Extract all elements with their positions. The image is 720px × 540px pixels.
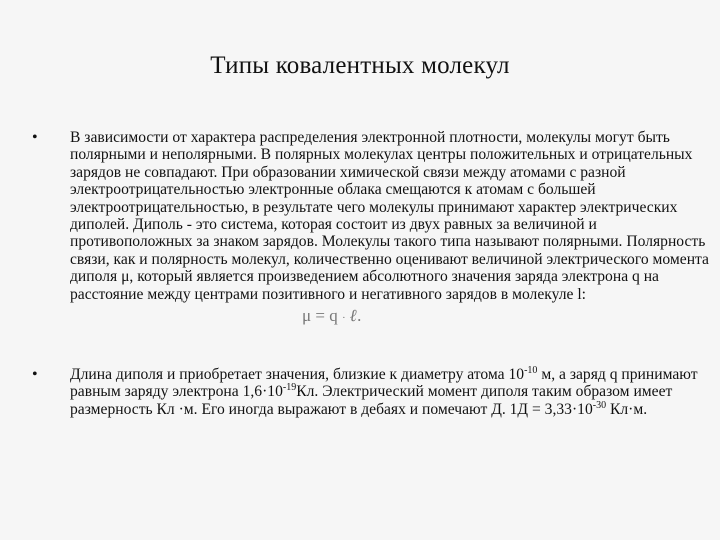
bullet-dot: •	[32, 129, 38, 146]
exponent-c: -30	[592, 399, 607, 411]
text-part-d: Кл·м.	[606, 400, 648, 418]
bullet-text-1	[70, 129, 710, 329]
text-part-c: Кл. Электрический момент диполя таким образом имеет размерность Кл ·м. Его иногда выражают в дебаях и помечают Д. 1Д = 3,33·10	[70, 383, 673, 418]
paragraph-dipole-length	[70, 366, 710, 418]
text-part-b: м, а заряд q принимают равным заряду электрона 1,6·10	[70, 366, 698, 401]
formula-lhs: μ = q	[302, 306, 338, 326]
formula-operator: ·	[341, 312, 346, 325]
exponent-a: -10	[524, 365, 538, 376]
exponent-b: -19	[282, 382, 297, 394]
text-part-a: Длина диполя и приобретает значения, близкие к диаметру атома 10	[70, 366, 525, 383]
formula-rhs: ℓ	[349, 306, 358, 326]
slide-title: Типы ковалентных молекул	[210, 52, 510, 79]
bullet-text-2	[70, 366, 710, 418]
paragraph-dipole: В зависимости от характера распределения электронной плотности, молекулы могут быть полярными и неполярными. В полярных молекулах центры положительных и отрицательных зарядов не совпадают. При образовании химической связи между атомами с разной электроотрицательностью электронные облака смещаются к атомам с большей электроотрицательностью, в результате чего молекулы принимают характер электрических диполей. Диполь - это система, которая состоит из двух равных за величиной и противоположных за знаком зарядов. Молекулы такого типа называют полярными. Полярность связи, как и полярность молекул, количественно оценивают величиной электрического момента диполя μ, который является произведением абсолютного значения заряда электрона q на расстояние между центрами позитивного и негативного зарядов в молекуле l:	[70, 129, 709, 303]
dipole-formula	[70, 303, 710, 329]
bullet-dot: •	[32, 366, 38, 383]
formula-end: .	[357, 306, 362, 326]
